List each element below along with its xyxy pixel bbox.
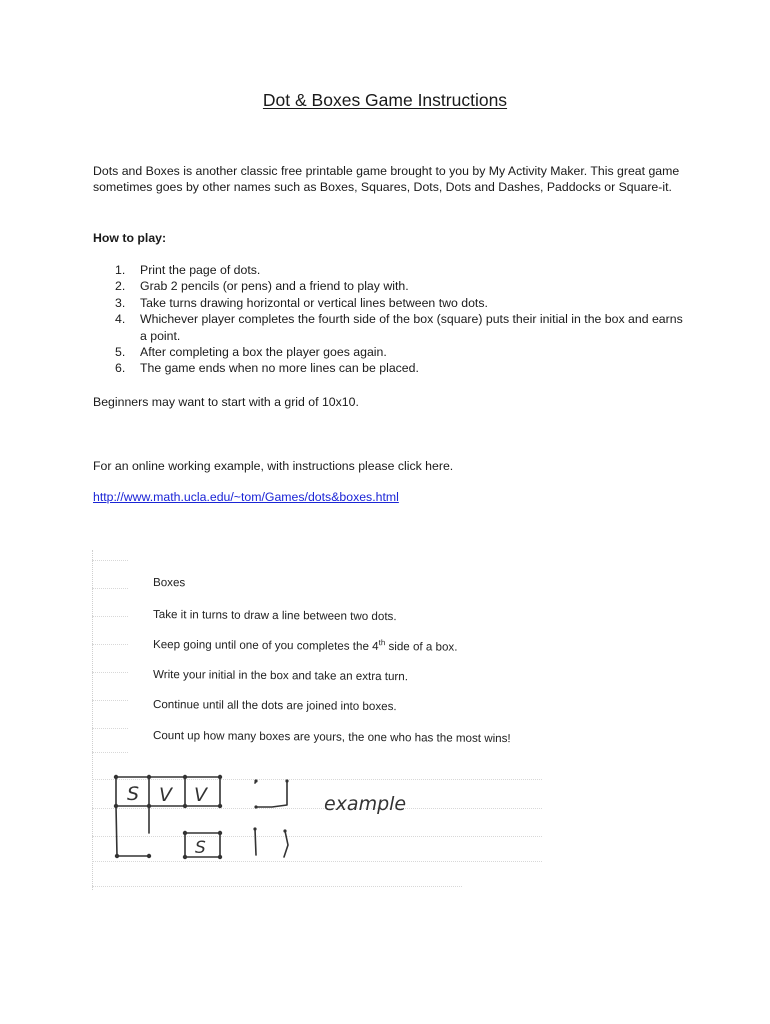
handwritten-example-label: example xyxy=(324,793,407,815)
list-item xyxy=(93,311,683,344)
scan-line-1: Take it in turns to draw a line between two dots. xyxy=(152,608,397,624)
step-number: 1. xyxy=(115,263,126,277)
scan-rule xyxy=(92,700,128,701)
list-item xyxy=(93,278,683,294)
step-number: 4. xyxy=(115,312,126,327)
step-text: After completing a box the player goes again. xyxy=(140,345,387,360)
scan-rule xyxy=(92,588,128,589)
box-initial-v: V xyxy=(159,784,172,806)
step-number: 2. xyxy=(115,279,126,294)
scan-rule xyxy=(92,644,128,645)
step-number: 3. xyxy=(115,295,126,310)
list-item xyxy=(93,262,683,278)
list-item xyxy=(93,360,683,376)
loose-line xyxy=(284,831,288,857)
intro-paragraph: Dots and Boxes is another classic free printable game brought to you by My Activity Maker. This great game sometimes goes by other names such as Boxes, Squares, Dots, Dots and Dashes, Paddocks or Square-it. xyxy=(93,164,680,195)
step-text: Whichever player completes the fourth side of the box (square) puts their initial in the box and earns a point. xyxy=(140,312,683,343)
box-initial-s: S xyxy=(195,838,206,858)
scan-rule xyxy=(92,560,128,561)
page-title-text: Dot & Boxes Game Instructions xyxy=(262,90,508,110)
step-text: Grab 2 pencils (or pens) and a friend to play with. xyxy=(140,279,409,294)
step-text: The game ends when no more lines can be placed. xyxy=(140,361,419,376)
scan-heading: Boxes xyxy=(152,576,186,590)
scan-rule xyxy=(92,616,128,617)
steps-list xyxy=(93,262,683,377)
list-item xyxy=(93,344,683,360)
beginners-note: Beginners may want to start with a grid of 10x10. xyxy=(93,395,359,409)
scan-line-2-start: Keep going until one of you completes the 4 xyxy=(152,638,379,653)
how-to-play-heading: How to play: xyxy=(93,231,167,245)
online-example-link[interactable]: http://www.math.ucla.edu/~tom/Games/dots&boxes.html xyxy=(93,490,399,504)
scan-line-2-end: side of a box. xyxy=(385,640,458,654)
loose-line xyxy=(255,829,256,855)
scan-rule xyxy=(92,672,128,673)
scan-line-5: Count up how many boxes are yours, the one who has the most wins! xyxy=(152,729,511,746)
hand-drawn-example xyxy=(92,765,544,865)
box-bottom-left xyxy=(116,806,149,856)
step-text: Print the page of dots. xyxy=(140,263,261,277)
box-initial-v: V xyxy=(194,784,207,806)
scan-rule xyxy=(92,886,462,887)
scan-line-2-superscript: th xyxy=(378,638,386,648)
step-text: Take turns drawing horizontal or vertical lines between two dots. xyxy=(140,295,488,310)
list-item xyxy=(93,295,683,311)
loose-line xyxy=(256,781,287,807)
step-number: 5. xyxy=(115,345,126,360)
step-number: 6. xyxy=(115,361,126,376)
scan-rule xyxy=(92,728,128,729)
online-example-note: For an online working example, with instructions please click here. xyxy=(93,459,454,473)
scan-line-3: Write your initial in the box and take an extra turn. xyxy=(152,668,409,684)
scan-line-4: Continue until all the dots are joined into boxes. xyxy=(152,698,397,714)
scanned-example-image xyxy=(92,550,544,890)
scan-line-2 xyxy=(153,638,458,655)
scan-rule xyxy=(92,752,128,753)
page-title xyxy=(0,89,770,111)
box-initial-s: S xyxy=(127,783,140,805)
